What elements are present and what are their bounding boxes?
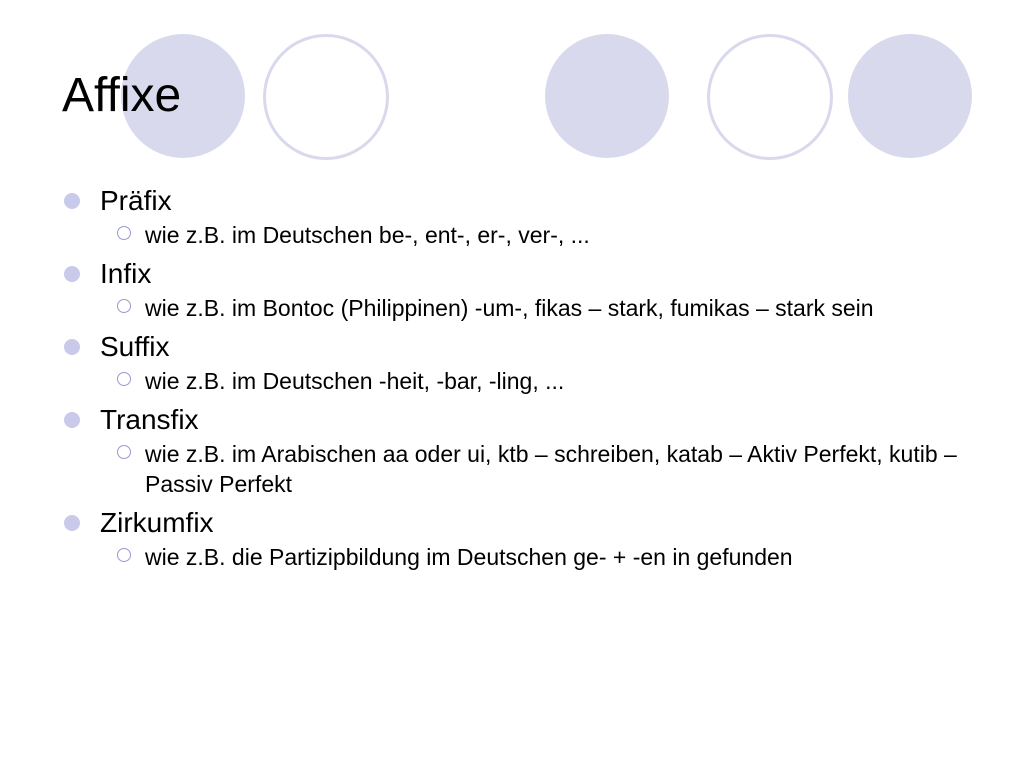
bullet-item-suffix	[64, 328, 964, 396]
bullet-label: Präfix	[100, 185, 172, 216]
sub-bullet	[64, 220, 964, 250]
bullet-item-transfix	[64, 401, 964, 499]
filled-circle-bullet-icon	[64, 515, 80, 531]
sub-bullet-text: wie z.B. im Deutschen -heit, -bar, -ling, ...	[145, 368, 565, 394]
bullet-label: Transfix	[100, 404, 199, 435]
decorative-circle-outline	[707, 34, 833, 160]
sub-bullet-text: wie z.B. im Arabischen aa oder ui, ktb – schreiben, katab – Aktiv Perfekt, kutib – Passiv Perfekt	[145, 441, 957, 497]
filled-circle-bullet-icon	[64, 193, 80, 209]
bullet-label: Suffix	[100, 331, 170, 362]
bullet-item-infix	[64, 255, 964, 323]
sub-bullet	[64, 293, 964, 323]
bullet-label: Infix	[100, 258, 152, 289]
bullet-list	[64, 182, 964, 577]
sub-bullet-text: wie z.B. die Partizipbildung im Deutschen ge- + -en in gefunden	[145, 544, 793, 570]
bullet-item-praefix	[64, 182, 964, 250]
bullet-label: Zirkumfix	[100, 507, 214, 538]
filled-circle-bullet-icon	[64, 339, 80, 355]
hollow-circle-bullet-icon	[117, 445, 131, 459]
hollow-circle-bullet-icon	[117, 299, 131, 313]
hollow-circle-bullet-icon	[117, 372, 131, 386]
hollow-circle-bullet-icon	[117, 548, 131, 562]
sub-bullet	[64, 542, 964, 572]
filled-circle-bullet-icon	[64, 412, 80, 428]
filled-circle-bullet-icon	[64, 266, 80, 282]
sub-bullet	[64, 366, 964, 396]
bullet-item-zirkumfix	[64, 504, 964, 572]
decorative-circle-filled	[545, 34, 669, 158]
slide-title: Affixe	[62, 69, 182, 122]
sub-bullet	[64, 439, 964, 499]
decorative-circle-filled	[848, 34, 972, 158]
sub-bullet-text: wie z.B. im Deutschen be-, ent-, er-, ver-, ...	[145, 222, 590, 248]
hollow-circle-bullet-icon	[117, 226, 131, 240]
sub-bullet-text: wie z.B. im Bontoc (Philippinen) -um-, fikas – stark, fumikas – stark sein	[145, 295, 874, 321]
decorative-circle-outline	[263, 34, 389, 160]
